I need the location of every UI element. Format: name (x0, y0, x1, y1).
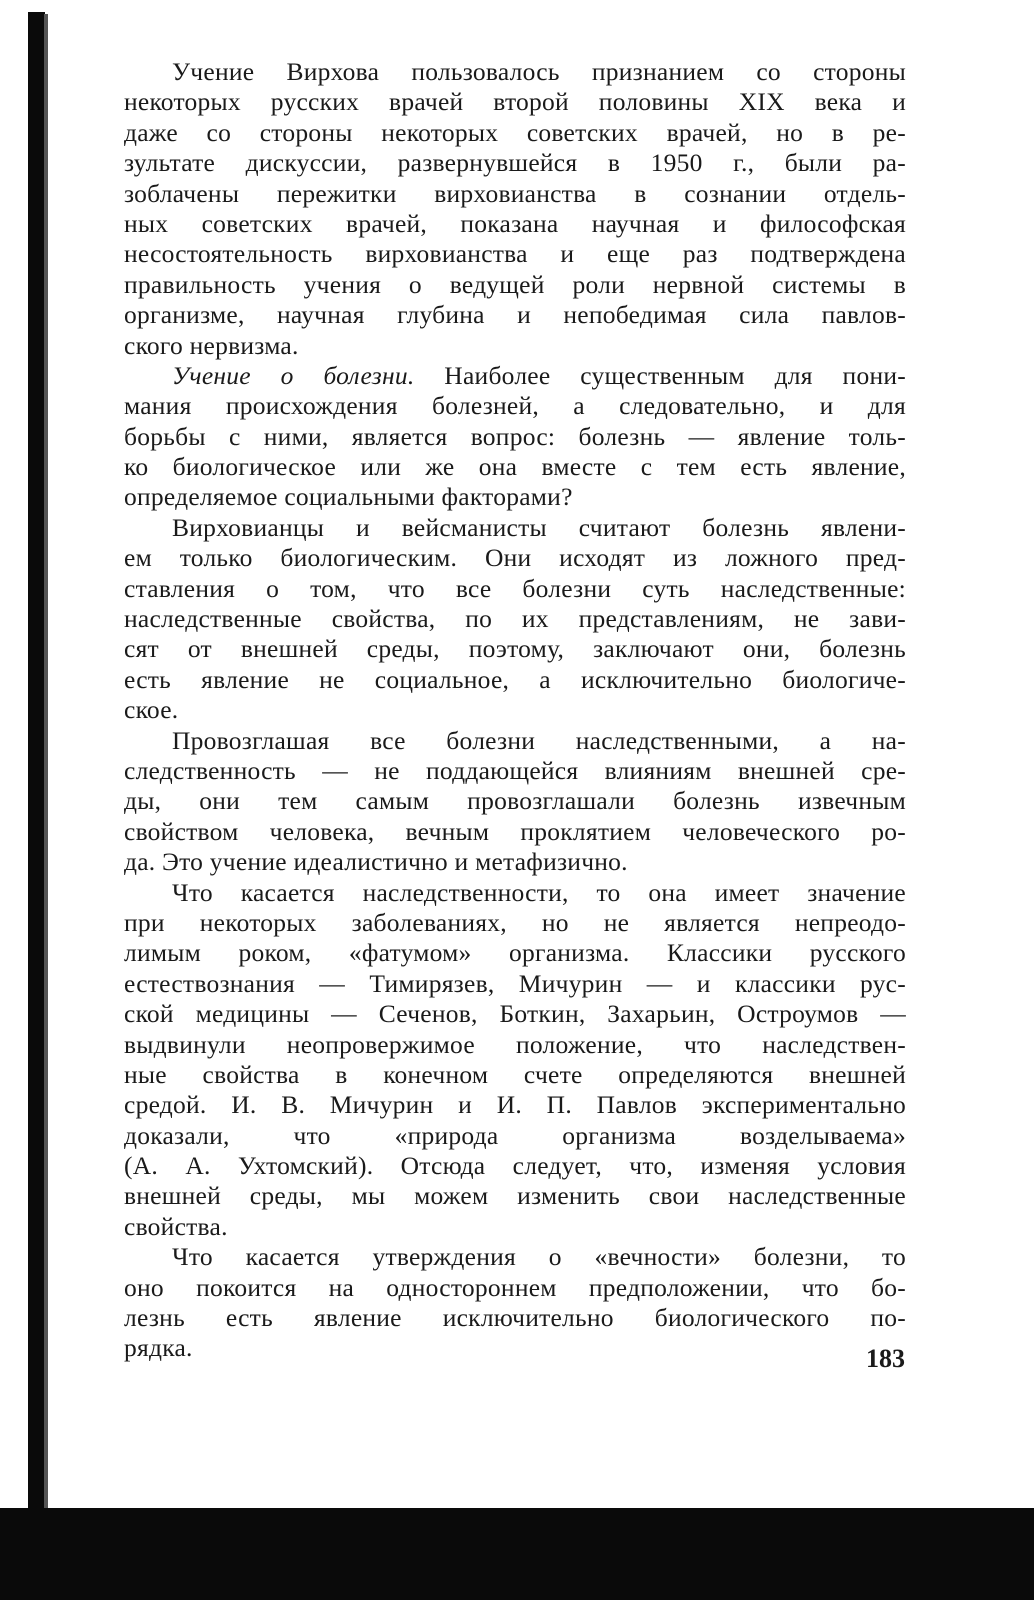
text-line: борьбы с ними, является вопрос: болезнь — явление толь- (124, 421, 906, 451)
scan-binding-edge (28, 12, 45, 1532)
text-line: рядка. (124, 1333, 193, 1363)
text-line: некоторых русских врачей второй половины XIX века и (124, 87, 906, 117)
text-line: мания происхождения болезней, а следовательно, и для (124, 391, 906, 421)
text-line: ского нервизма. (124, 330, 299, 360)
text-line: сят от внешней среды, поэтому, заключают они, болезнь (124, 634, 906, 664)
text-line: зультате дискуссии, развернувшейся в 1950 г., были ра- (124, 148, 906, 178)
text-line: ные свойства в конечном счете определяются внешней (124, 1059, 906, 1089)
scan-bottom-edge (0, 1508, 1034, 1600)
text-line: ды, они тем самым провозглашали болезнь извечным (124, 786, 906, 816)
text-line: Что касается утверждения о «вечности» болезни, то (172, 1242, 906, 1272)
text-line: ставления о том, что все болезни суть наследственные: (124, 573, 906, 603)
text-line: организме, научная глубина и непобедимая сила павлов- (124, 300, 906, 330)
text-line: выдвинули неопровержимое положение, что наследствен- (124, 1029, 906, 1059)
text-line: лезнь есть явление исключительно биологического по- (124, 1303, 906, 1333)
text-line: ской медицины — Сеченов, Боткин, Захарьин, Остроумов — (124, 999, 906, 1029)
text-line: средой. И. В. Мичурин и И. П. Павлов экспериментально (124, 1090, 906, 1120)
text-line: естествознания — Тимирязев, Мичурин — и классики рус- (124, 968, 906, 998)
text-line: оно покоится на одностороннем предположении, что бо- (124, 1272, 906, 1302)
text-line: Учение о болезни. Наиболее существенным для пони- (172, 360, 906, 390)
text-line: доказали, что «природа организма возделываема» (124, 1120, 906, 1150)
text-line: наследственные свойства, по их представлениям, не зави- (124, 604, 906, 634)
text-line: ское. (124, 695, 179, 725)
section-heading-italic: Учение о болезни. (172, 360, 415, 390)
text-line: да. Это учение идеалистично и метафизично. (124, 847, 628, 877)
text-line: определяемое социальными факторами? (124, 482, 573, 512)
text-line: при некоторых заболеваниях, но не является непреодо- (124, 907, 906, 937)
text-line: ем только биологическим. Они исходят из ложного пред- (124, 543, 906, 573)
text-line: свойством человека, вечным проклятием человеческого ро- (124, 816, 906, 846)
text-line: даже со стороны некоторых советских врачей, но в ре- (124, 117, 906, 147)
text-line: ко биологическое или же она вместе с тем есть явление, (124, 452, 906, 482)
scan-binding-shadow (44, 14, 48, 1524)
text-line: зоблачены пережитки вирховианства в сознании отдель- (124, 178, 906, 208)
text-line: Что касается наследственности, то она имеет значение (172, 877, 906, 907)
page-body-text (124, 57, 906, 1364)
text-line: (А. А. Ухтомский). Отсюда следует, что, изменяя условия (124, 1151, 906, 1181)
text-line: следственность — не поддающейся влияниям внешней сре- (124, 755, 906, 785)
text-line: Учение Вирхова пользовалось признанием со стороны (172, 57, 906, 86)
text-line: лимым роком, «фатумом» организма. Классики русского (124, 938, 906, 968)
text-line: Провозглашая все болезни наследственными, а на- (172, 725, 906, 755)
text-line: правильность учения о ведущей роли нервной системы в (124, 269, 906, 299)
text-line: внешней среды, мы можем изменить свои наследственные (124, 1181, 906, 1211)
page-number: 183 (866, 1344, 905, 1373)
text-line: ных советских врачей, показана научная и философская (124, 208, 906, 238)
text-line: несостоятельность вирховианства и еще раз подтверждена (124, 239, 906, 269)
text-line: свойства. (124, 1211, 228, 1241)
text-line: Вирховианцы и вейсманисты считают болезнь явлени- (172, 512, 906, 542)
text-line: есть явление не социальное, а исключительно биологиче- (124, 664, 906, 694)
